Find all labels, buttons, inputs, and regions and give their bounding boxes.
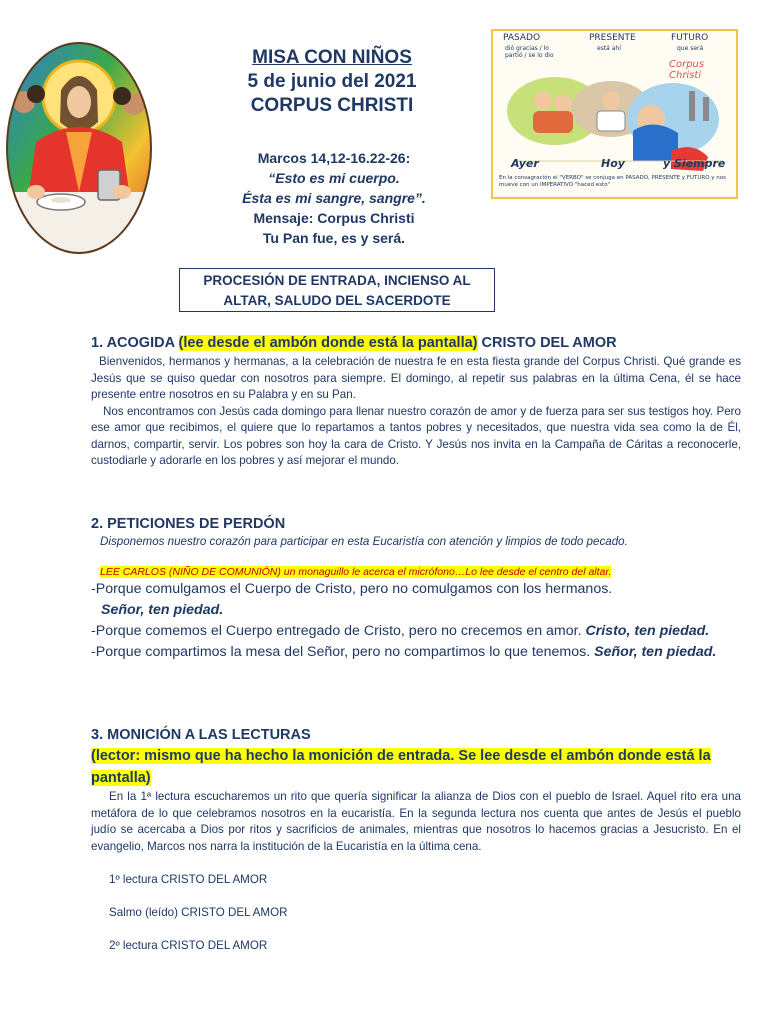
section-monicion — [91, 725, 741, 954]
message-line-2: Tu Pan fue, es y será. — [262, 230, 406, 246]
illustration-caption: En la consagración el "VERBO" se conjuga en PASADO, PRESENTE y FUTURO y nos mueve con un IMPERATIVO "haced esto" — [499, 175, 727, 188]
peticion-response: Señor, ten piedad. — [594, 643, 717, 660]
label-hoy: Hoy — [601, 157, 625, 170]
section-1-after: CRISTO DEL AMOR — [477, 335, 617, 351]
section-acogida — [91, 332, 741, 470]
section-3-highlight: (lector: mismo que ha hecho la monición de entrada. Se lee desde el ambón donde está la pantalla) — [91, 748, 711, 786]
section-1-highlight: (lee desde el ambón donde está la pantalla) — [178, 335, 478, 351]
section-3-title: 3. MONICIÓN A LAS LECTURAS — [91, 727, 311, 743]
salmo: Salmo (leído) CRISTO DEL AMOR — [109, 906, 288, 919]
title-date: 5 de junio del 2021 — [247, 71, 417, 92]
section-1-number-title: 1. ACOGIDA — [91, 335, 179, 351]
section-3-highlight-wrap — [91, 745, 741, 789]
message-line-1: Mensaje: Corpus Christi — [253, 210, 415, 226]
peticion-item — [91, 621, 741, 642]
section-2-title: 2. PETICIONES DE PERDÓN — [91, 516, 286, 532]
corpus-christi-illustration — [491, 29, 738, 199]
last-supper-illustration — [6, 42, 152, 254]
peticion-response: Cristo, ten piedad. — [585, 622, 710, 639]
quote-line-2: Ésta es mi sangre, sangre”. — [242, 190, 426, 206]
reading-block — [214, 148, 454, 248]
lectura-2: 2º lectura CRISTO DEL AMOR — [109, 939, 268, 952]
peticiones-intro: Disponemos nuestro corazón para participar en esta Eucaristía con atención y limpios de todo pecado. — [100, 535, 628, 548]
peticion-item — [91, 579, 741, 621]
label-ayer: Ayer — [511, 157, 539, 170]
label-presente: PRESENTE — [589, 33, 636, 43]
label-sub-futuro: que será — [677, 45, 704, 52]
procession-line-1: PROCESIÓN DE ENTRADA, INCIENSO AL — [203, 273, 471, 288]
carlos-note-wrap — [91, 564, 741, 579]
title-line-1: MISA CON NIÑOS — [252, 47, 412, 68]
quote-line-1: “Esto es mi cuerpo. — [268, 170, 400, 186]
acogida-paragraph-2: Nos encontramos con Jesús cada domingo para llenar nuestro corazón de amor y de fuerza para ser sus testigos hoy. Pero ese amor que recibimos, el quiere que lo repartamos a tantos pobres y necesitados, que nuestra vida sea como la de Él, darnos, compartir, servir. Los pobres son hoy la cara de Cristo. Y Jesús nos invita en la Campaña de Cáritas a reconocerle, custodiarle y adorarle en los pobres y así mejorar el mundo. — [91, 404, 741, 467]
label-futuro: FUTURO — [671, 33, 709, 43]
peticion-item — [91, 642, 741, 663]
acogida-paragraph-1: Bienvenidos, hermanos y hermanas, a la celebración de nuestra fe en esta fiesta grande del Corpus Christi. Qué grande es Jesús que se quiso quedar con nosotros para siempre. El domingo, al repetir sus palabras en la última Cena, él se hace presente entre nosotros en su Palabra y en su Pan. — [91, 355, 741, 401]
peticion-text: -Porque comulgamos el Cuerpo de Cristo, pero no comulgamos con los hermanos. — [91, 580, 613, 597]
section-1-title — [91, 332, 741, 354]
procession-box — [179, 268, 495, 312]
peticion-text: -Porque comemos el Cuerpo entregado de Cristo, pero no crecemos en amor. — [91, 622, 582, 639]
reading-reference: Marcos 14,12-16.22-26: — [257, 150, 411, 166]
corpus-christi-brand: Corpus Christi — [669, 59, 705, 81]
page-title — [222, 46, 442, 118]
title-feast: CORPUS CHRISTI — [250, 95, 414, 116]
label-sub-presente: está ahí — [597, 45, 621, 52]
procession-line-2: ALTAR, SALUDO DEL SACERDOTE — [223, 293, 451, 308]
monicion-paragraph: En la 1ª lectura escucharemos un rito que quería significar la alianza de Dios con el pueblo de Israel. Aquel rito era una metáfora de lo que celebramos nosotros en la eucaristía. En la segunda lectura nos cuenta que antes de Jesús el pueblo judío se acercaba a Dios por ritos y sacrificios de animales, mientras que nosotros lo hacemos gracias a Jesucristo. En el evangelio, Marcos nos narra la institución de la Eucaristía en la última cena. — [91, 790, 741, 853]
section-peticiones — [91, 514, 741, 663]
label-pasado: PASADO — [503, 33, 541, 43]
peticion-response: Señor, ten piedad. — [101, 601, 224, 618]
lectura-1: 1º lectura CRISTO DEL AMOR — [109, 873, 268, 886]
label-sub-pasado: dió gracias / lo partió / se lo dio — [505, 45, 554, 59]
label-siempre: y Siempre — [663, 157, 726, 170]
carlos-note: LEE CARLOS (NIÑO DE COMUNIÓN) un monaguillo le acerca el micrófono…Lo lee desde el centro del altar. — [100, 565, 612, 578]
peticion-text: -Porque compartimos la mesa del Señor, pero no compartimos lo que tenemos. — [91, 643, 591, 660]
